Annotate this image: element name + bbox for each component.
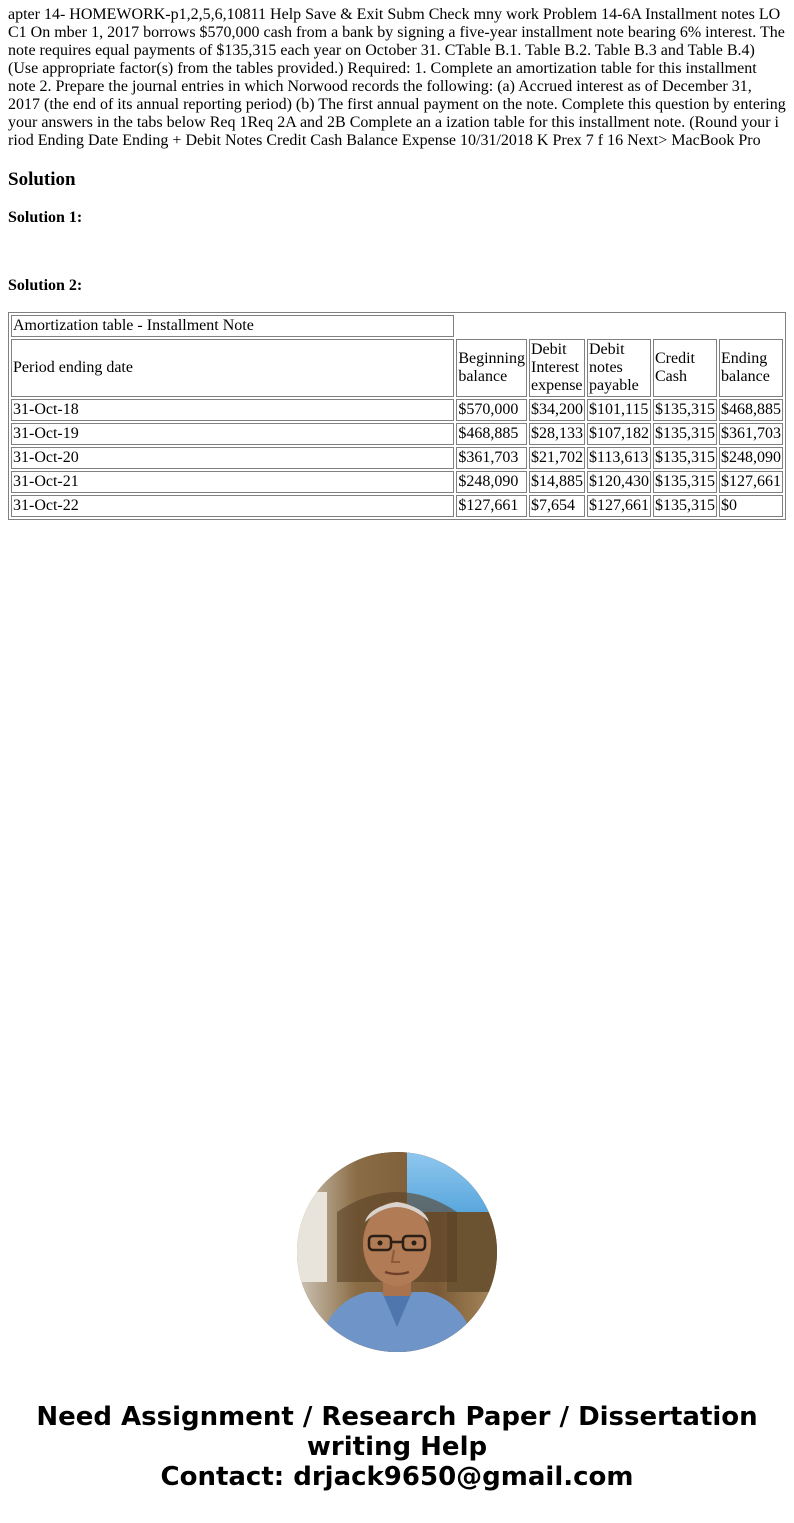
header-interest-expense: Debit Interest expense: [529, 339, 585, 397]
promo-text: [0, 1402, 794, 1492]
cell-interest: $28,133: [529, 423, 585, 445]
cell-date: 31-Oct-19: [11, 423, 454, 445]
author-photo: [297, 1152, 497, 1352]
solution-heading: Solution: [8, 169, 76, 190]
cell-cash: $135,315: [653, 471, 717, 493]
cell-interest: $7,654: [529, 495, 585, 517]
cell-cash: $135,315: [653, 447, 717, 469]
header-period: Period ending date: [11, 339, 454, 397]
cell-interest: $21,702: [529, 447, 585, 469]
cell-date: 31-Oct-18: [11, 399, 454, 421]
cell-ending: $127,661: [719, 471, 783, 493]
cell-notes: $107,182: [587, 423, 651, 445]
header-ending-balance: Ending balance: [719, 339, 783, 397]
solution-1-heading: Solution 1:: [8, 209, 83, 226]
cell-ending: $468,885: [719, 399, 783, 421]
caption-spacer: [456, 315, 783, 337]
cell-date: 31-Oct-22: [11, 495, 454, 517]
table-caption-row: [11, 315, 783, 337]
cell-date: 31-Oct-20: [11, 447, 454, 469]
table-header-row: [11, 339, 783, 397]
cell-interest: $14,885: [529, 471, 585, 493]
cell-beginning: $127,661: [456, 495, 527, 517]
cell-beginning: $361,703: [456, 447, 527, 469]
table-row: [11, 423, 783, 445]
promo-section: [0, 1152, 794, 1492]
cell-cash: $135,315: [653, 495, 717, 517]
cell-notes: $101,115: [587, 399, 651, 421]
table-row: [11, 471, 783, 493]
table-row: [11, 399, 783, 421]
document-body: [0, 0, 794, 520]
amortization-table: [8, 312, 786, 520]
problem-text: apter 14- HOMEWORK-p1,2,5,6,10811 Help Save & Exit Subm Check mny work Problem 14-6A Installment notes LO C1 On mber 1, 2017 borrows $570,000 cash from a bank by signing a five-year installment note bearing 6% interest. The note requires equal payments of $135,315 each year on October 31. CTable B.1. Table B.2. Table B.3 and Table B.4) (Use appropriate factor(s) from the tables provided.) Required: 1. Complete an amortization table for this installment note 2. Prepare the journal entries in which Norwood records the following: (a) Accrued interest as of December 31, 2017 (the end of its annual reporting period) (b) The first annual payment on the note. Complete this question by entering your answers in the tabs below Req 1Req 2A and 2B Complete an a ization table for this installment note. (Round your i riod Ending Date Ending + Debit Notes Credit Cash Balance Expense 10/31/2018 K Prex 7 f 16 Next> MacBook Pro: [8, 6, 786, 149]
cell-date: 31-Oct-21: [11, 471, 454, 493]
solution-2-heading: Solution 2:: [8, 277, 83, 294]
cell-interest: $34,200: [529, 399, 585, 421]
table-caption: Amortization table - Installment Note: [11, 315, 454, 337]
promo-line-2: Contact: drjack9650@gmail.com: [160, 1462, 634, 1492]
cell-cash: $135,315: [653, 399, 717, 421]
cell-notes: $120,430: [587, 471, 651, 493]
cell-ending: $248,090: [719, 447, 783, 469]
cell-notes: $127,661: [587, 495, 651, 517]
author-photo-illustration: [297, 1152, 497, 1352]
promo-line-1: Need Assignment / Research Paper / Dissertation writing Help: [36, 1402, 758, 1462]
cell-beginning: $468,885: [456, 423, 527, 445]
cell-beginning: $248,090: [456, 471, 527, 493]
cell-notes: $113,613: [587, 447, 651, 469]
cell-cash: $135,315: [653, 423, 717, 445]
cell-beginning: $570,000: [456, 399, 527, 421]
table-row: [11, 495, 783, 517]
header-notes-payable: Debit notes payable: [587, 339, 651, 397]
header-beginning-balance: Beginning balance: [456, 339, 527, 397]
header-cash: Credit Cash: [653, 339, 717, 397]
table-row: [11, 447, 783, 469]
cell-ending: $0: [719, 495, 783, 517]
cell-ending: $361,703: [719, 423, 783, 445]
